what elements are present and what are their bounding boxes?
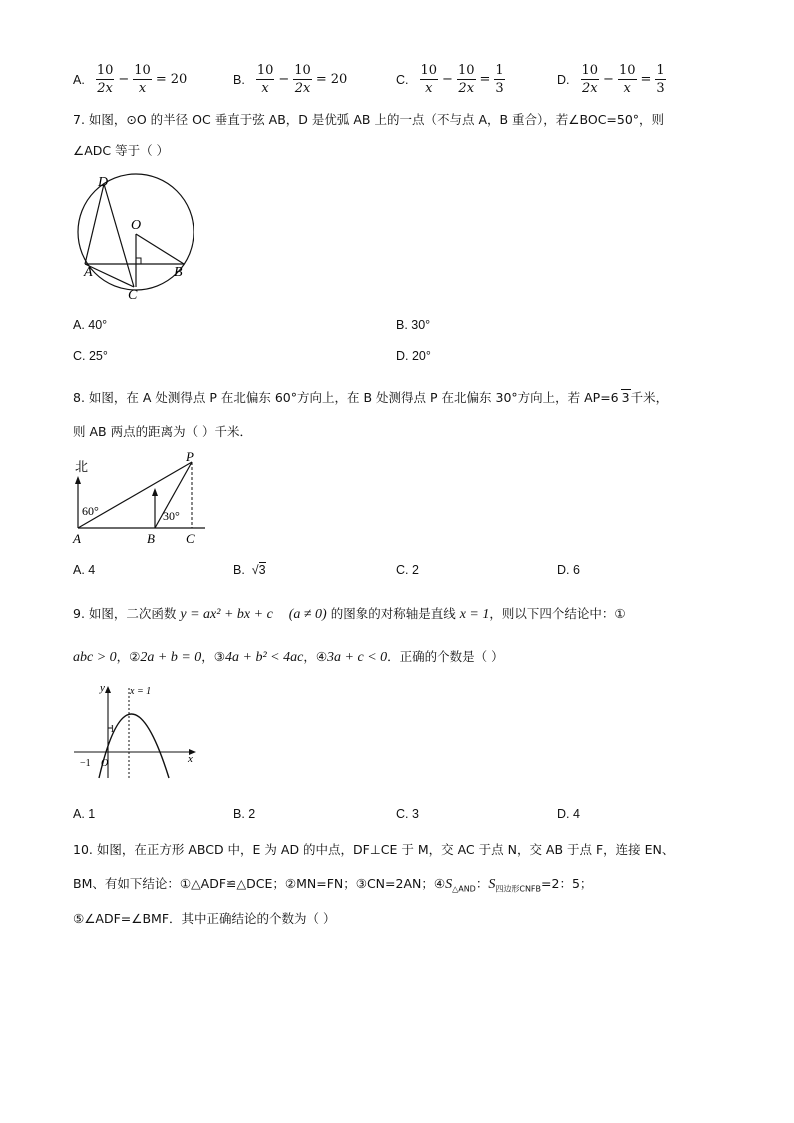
radius-ob: [136, 234, 184, 264]
q7-stem-line2: ∠ADC 等于（ ）: [73, 143, 170, 158]
q8-bearing-figure: [70, 452, 210, 546]
fraction: $\frac{10}{2x}$: [96, 63, 114, 96]
label-p: P: [186, 452, 194, 464]
fraction: $\frac{10}{2x}$: [581, 63, 599, 96]
fraction: $\frac{10}{x}$: [134, 63, 151, 96]
label-x-equals-1: x = 1: [130, 686, 152, 697]
fraction: $\frac{1}{3}$: [656, 63, 665, 96]
q8-stem-line2: 则 AB 两点的距离为（ ）千米．: [73, 424, 253, 439]
q9-option-a: A. 1: [73, 807, 96, 821]
fraction: $\frac{10}{x}$: [256, 63, 274, 96]
q7-option-a: A. 40°: [73, 318, 108, 332]
label-c: C: [128, 288, 138, 303]
label-minus-one: −1: [80, 758, 91, 769]
label-a: A: [73, 531, 81, 546]
angle-60: 60°: [82, 504, 99, 518]
q6-option-c: C. $\frac{10}{x}$ − $\frac{10}{2x}$ = $\frac{1}{3}$: [396, 63, 504, 96]
label-origin: O: [101, 758, 109, 769]
q7-option-d: D. 20°: [396, 349, 431, 363]
fraction: $\frac{10}{2x}$: [294, 63, 311, 96]
label-d: D: [98, 175, 109, 190]
q9-parabola-figure: [72, 680, 202, 780]
q6-option-b: B. $\frac{10}{x}$ − $\frac{10}{2x}$ = 20: [233, 63, 348, 96]
label-c: C: [186, 531, 195, 546]
q10-stem-line1: 10. 如图，在正方形 ABCD 中，E 为 AD 的中点，DF⊥CE 于 M，交 AC 于点 N，交 AB 于点 F，连接 EN、: [73, 842, 675, 857]
q7-circle-figure: [74, 168, 194, 303]
q8-stem-line1: 8. 如图，在 A 处测得点 P 在北偏东 60°方向上，在 B 处测得点 P 在北偏东 30°方向上，若 AP=6 3千米，: [73, 390, 669, 405]
label-y: y: [100, 682, 105, 694]
label-b: B: [147, 531, 155, 546]
label-a: A: [84, 265, 93, 280]
q7-stem-line1: 7. 如图，⊙O 的半径 OC 垂直于弦 AB，D 是优弧 AB 上的一点（不与点 A，B 重合），若∠BOC=50°，则: [73, 112, 665, 127]
q7-option-c: C. 25°: [73, 349, 108, 363]
q8-option-b: B. √3: [233, 563, 266, 577]
q8-option-d: D. 6: [557, 563, 580, 577]
q6-option-d: D. $\frac{10}{2x}$ − $\frac{10}{x}$ = $\frac{1}{3}$: [557, 63, 665, 96]
label-b: B: [174, 265, 183, 280]
fraction: $\frac{1}{3}$: [495, 63, 504, 96]
north-label: 北: [75, 459, 89, 474]
sqrt-expression: 3: [621, 390, 630, 405]
q9-stem-line1: 9. 如图，二次函数 y = ax² + bx + c (a ≠ 0) 的图象的对称轴是直线 x = 1，则以下四个结论中：①: [73, 606, 626, 622]
q9-stem-line2: abc > 0，②2a + b = 0，③4a + b² < 4ac，④3a + c < 0．正确的个数是（ ）: [73, 649, 504, 665]
label-o: O: [131, 218, 142, 233]
q6-option-a: A. $\frac{10}{2x}$ − $\frac{10}{x}$ = 20: [73, 63, 188, 96]
fraction: $\frac{10}{2x}$: [457, 63, 475, 96]
q8-option-a: A. 4: [73, 563, 96, 577]
q10-stem-line2: BM、有如下结论：①△ADF≌△DCE；②MN=FN；③CN=2AN；$④S_{\triangle AND}$：$S_{四边形CNFB}=2$：5；: [73, 876, 593, 894]
q9-option-b: B. 2: [233, 807, 256, 821]
fraction: $\frac{10}{x}$: [618, 63, 636, 96]
q10-stem-line3: ⑤∠ADF=∠BMF．其中正确结论的个数为（ ）: [73, 911, 336, 926]
q8-option-c: C. 2: [396, 563, 419, 577]
label-x: x: [188, 753, 193, 765]
label-one: 1: [110, 724, 115, 735]
fraction: $\frac{10}{x}$: [420, 63, 438, 96]
angle-30: 30°: [163, 509, 180, 523]
q9-option-c: C. 3: [396, 807, 419, 821]
q9-option-d: D. 4: [557, 807, 580, 821]
q7-option-b: B. 30°: [396, 318, 431, 332]
